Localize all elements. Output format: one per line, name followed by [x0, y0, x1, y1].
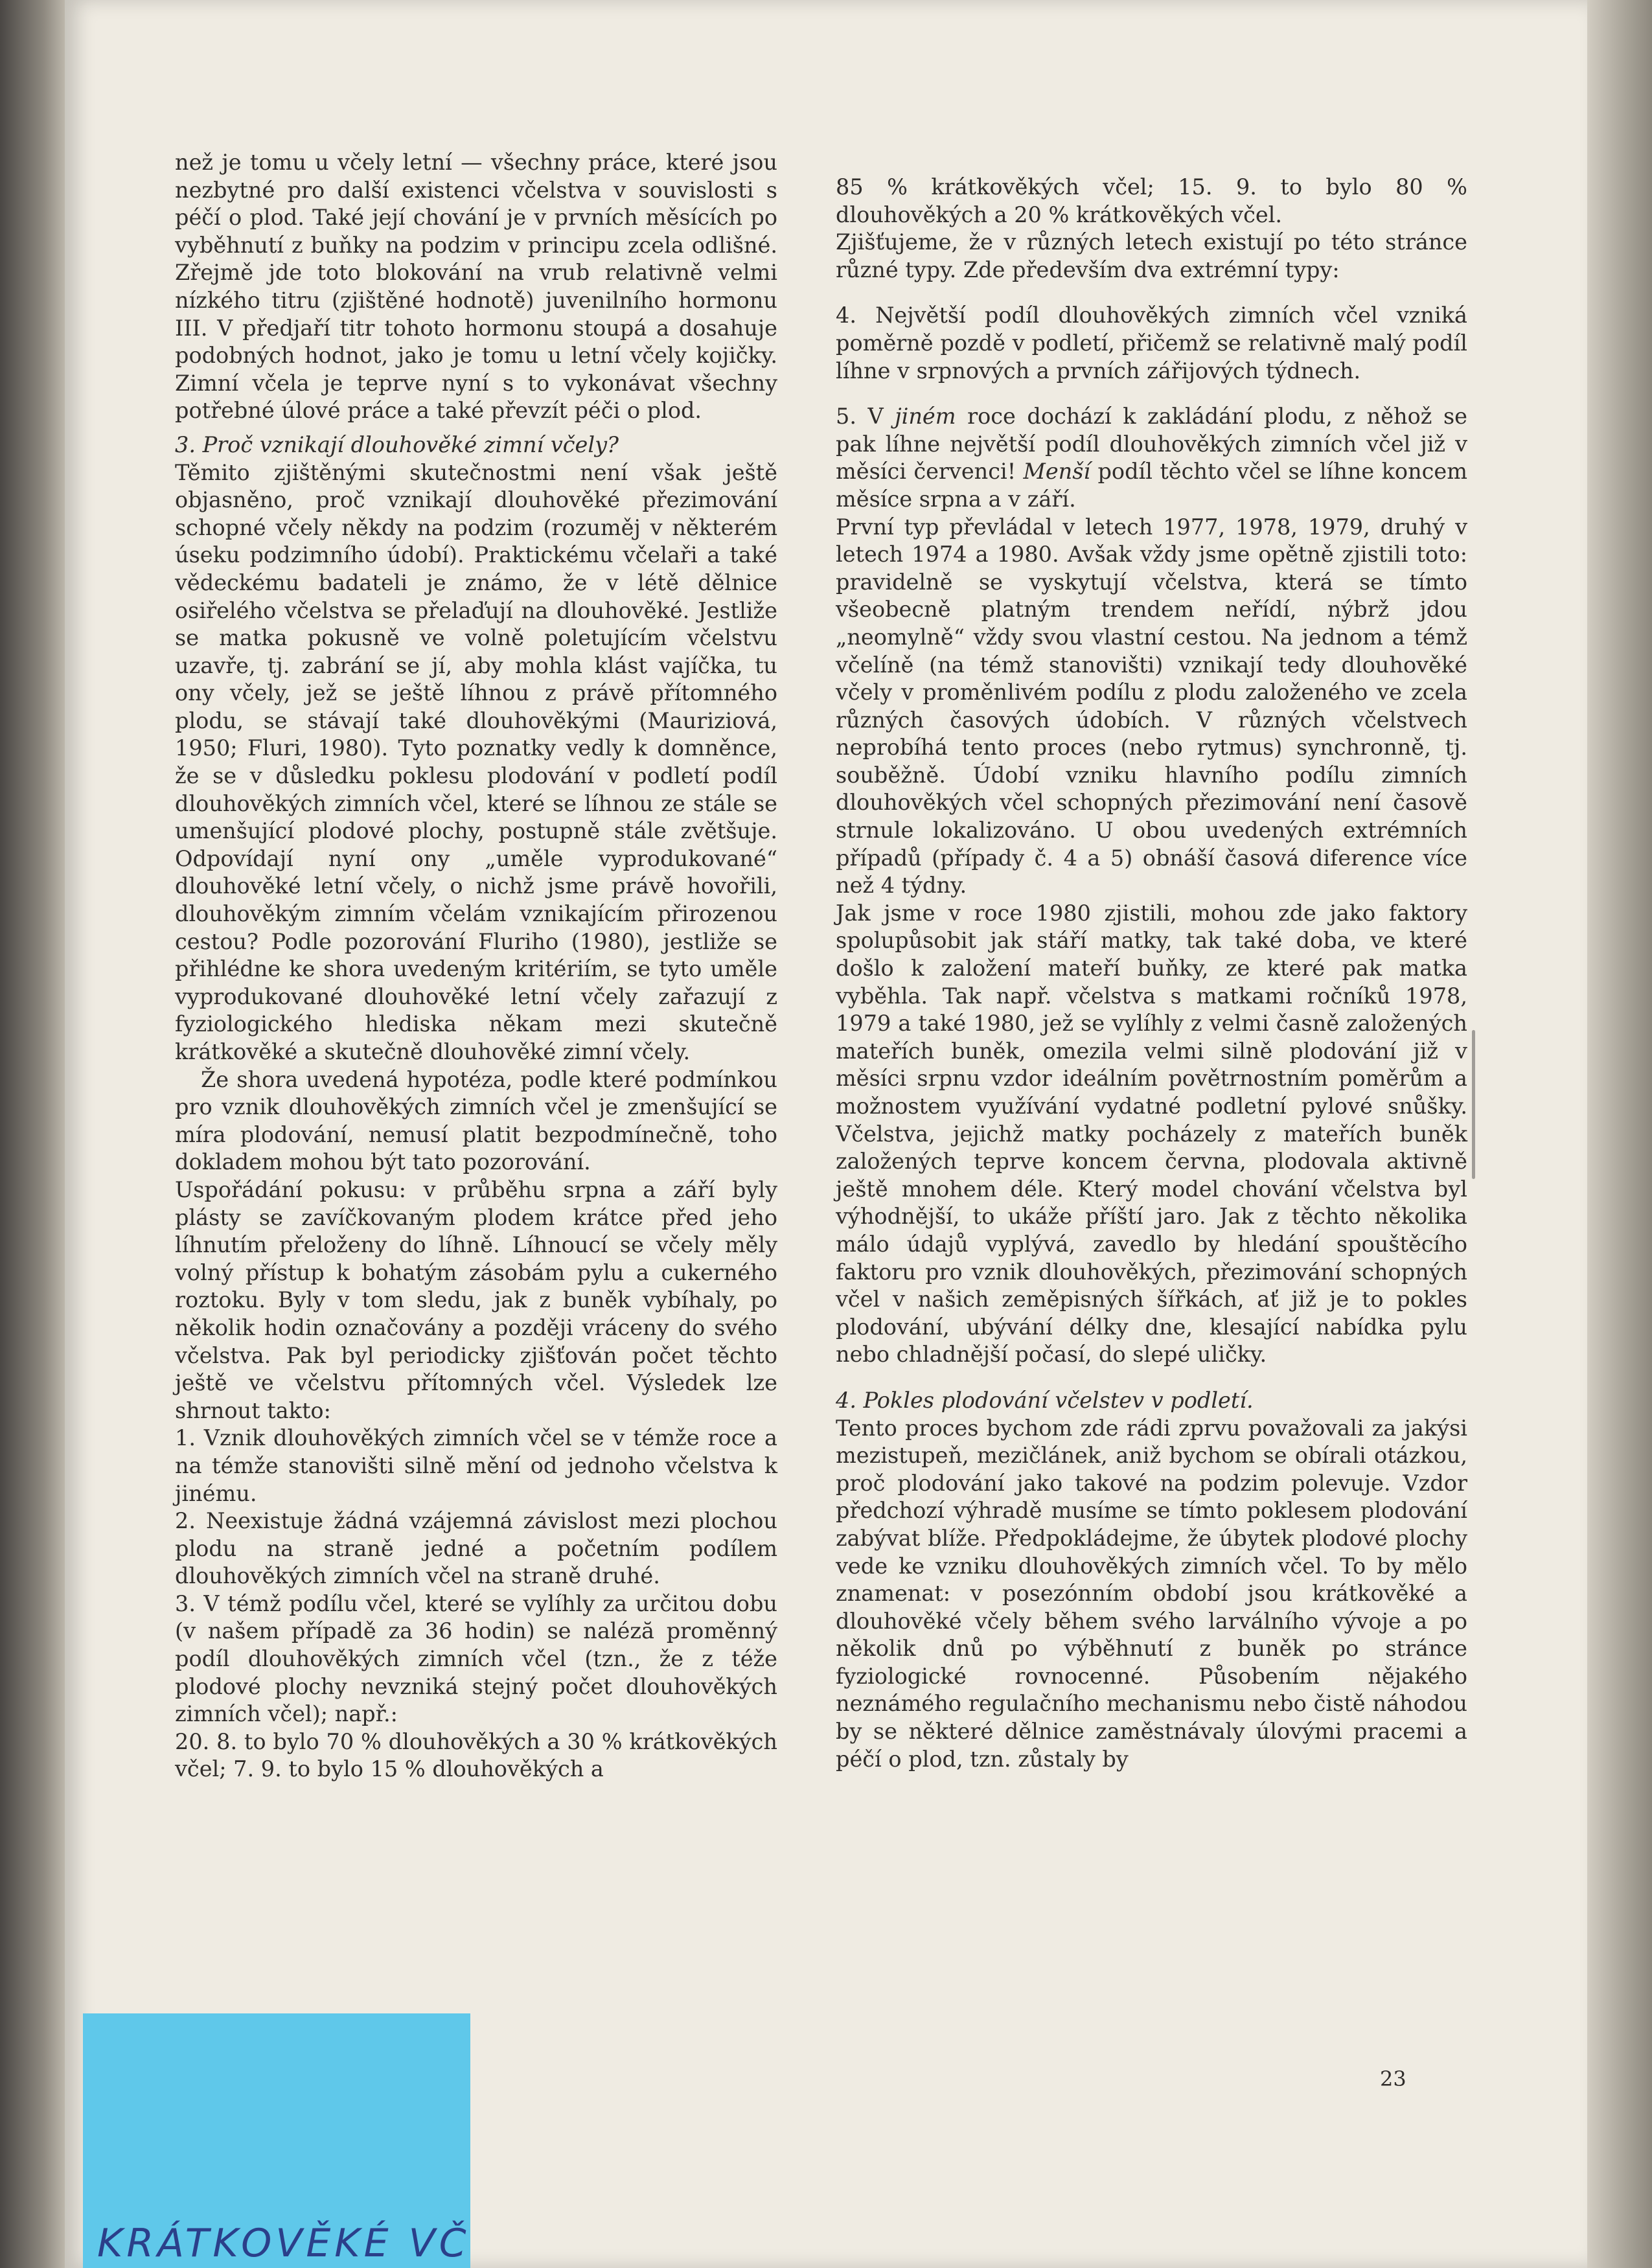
paragraph: než je tomu u včely letní — všechny práce, které jsou nezbytné pro další existenci včelstva v souvislosti s péčí o plod. Také její chování je v prvních měsících po vyběhnutí z buňky na podzim v principu zcela odlišné. Zřejmě jde toto blokování na vrub relativně velmi nízkého titru (zjištěné hodnotě) juvenilního hormonu III. V předjaří titr tohoto hormonu stoupá a dosahuje podobných hodnot, jako je tomu u letní včely kojičky. Zimní včela je teprve nyní s to vykonávat všechny potřebné úlové práce a také převzít péči o plod. [175, 150, 777, 424]
page-number: 23 [1380, 2067, 1406, 2091]
paragraph: Jak jsme v roce 1980 zjistili, mohou zde jako faktory spolupůsobit jak stáří matky, tak také doba, ve které došlo k založení mateří buňky, ze které pak matka vyběhla. Tak např. včelstva s matkami ročníků 1978, 1979 a také 1980, jež se vylíhly z velmi časně založených mateřích buněk, omezila velmi silně plodování již v měsíci srpnu vzdor ideálním povětrnostním poměrům a možnostem využívání vydatné podletní pylové snůšky. Včelstva, jejichž matky pocházely z mateřích buněk založených teprve koncem června, plodovala aktivně ještě mnohem déle. Který model chování včelstva byl výhodnější, to ukáže příští jaro. Jak z těchto několika málo údajů vyplývá, zavedlo by hledání spouštěcího faktoru pro vznik dlouhověkých, přezimování schopných včel v našich zeměpisných šířkách, ať již je to pokles plodování, ubývání délky dne, klesající nabídka pylu nebo chladnější počasí, do slepé uličky. [836, 900, 1467, 1368]
paragraph: Těmito zjištěnými skutečnostmi není však ještě objasněno, proč vznikají dlouhověké přezimování schopné včely někdy na podzim (rozuměj v některém úseku podzimního údobí). Praktickému včelaři a také vědeckému badateli je známo, že v létě dělnice osiřelého včelstva se přelaďují na dlouhověké. Jestliže se matka pokusně ve volně poletujícím včelstvu uzavře, tj. zabrání se jí, aby mohla klást vajíčka, tu ony včely, jež se ještě líhnou z právě přítomného plodu, se stávají také dlouhověkými (Mauriziová, 1950; Fluri, 1980). Tyto poznatky vedly k domněnce, že se v důsledku poklesu plodování v podletí podíl dlouhověkých zimních včel, které se líhnou ze stále se umenšující plodové plochy, postupně stále zvětšuje. Odpovídají nyní ony „uměle vyprodukované“ dlouhověké letní včely, o nichž jsme právě hovořili, dlouhověkým zimním včelám vznikajícím přirozenou cestou? Podle pozorování Fluriho (1980), jestliže se přihlédne ke shora uvedeným kritériím, se tyto uměle vyprodukované dlouhověké letní včely zařazují z fyziologického hlediska někam mezi skutečně krátkověké a skutečně dlouhověké zimní včely. [175, 459, 777, 1064]
handwritten-note: KRÁTKOVĚKÉ VČ [97, 2221, 470, 2266]
paragraph: Zjišťujeme, že v různých letech existují po této stránce různé typy. Zde především dva extrémní typy: [836, 229, 1467, 282]
list-item: 5. V jiném roce dochází k zakládání plodu, z něhož se pak líhne největší podíl dlouhověkých zimních včel již v měsíci červenci! Menší podíl těchto včel se líhne koncem měsíce srpna a v září. [836, 404, 1467, 512]
page-edge [1587, 0, 1652, 2268]
list-item: 2. Neexistuje žádná vzájemná závislost mezi plochou plodu na straně jedné a početním podílem dlouhověkých zimních včel na straně druhé. [175, 1508, 777, 1589]
margin-pencil-mark [1472, 1030, 1475, 1179]
list-item: 3. V témž podílu včel, které se vylíhly za určitou dobu (v našem případě za 36 hodin) se naléză proměnný podíl dlouhověkých zimních včel (tzn., že z téže plodové plochy nevzniká stejný počet dlouhověkých zimních včel); např.: [175, 1590, 777, 1727]
paragraph: První typ převládal v letech 1977, 1978, 1979, druhý v letech 1974 a 1980. Avšak vždy jsme opětně zjistili toto: pravidelně se vyskytují včelstva, která se tímto všeobecně platným trendem neřídí, nýbrž jdou „neomylně“ vždy svou vlastní cestou. Na jednom a témž včelíně (na témž stanovišti) vznikají tedy dlouhověké včely v proměnlivém podílu z plodu založeného ve zcela různých časových údobích. V různých včelstvech neprobíhá tento proces (nebo rytmus) synchronně, tj. souběžně. Údobí vzniku hlavního podílu zimních dlouhověkých včel schopných přezimování není časově strnule lokalizováno. U obou uvedených extrémních případů (případy č. 4 a 5) obnáší časová diference více než 4 týdny. [836, 514, 1467, 899]
list-item: 1. Vznik dlouhověkých zimních včel se v témže roce a na témže stanovišti silně mění od jednoho včelstva k jinému. [175, 1425, 777, 1506]
paragraph: Tento proces bychom zde rádi zprvu považovali za jakýsi mezistupeň, mezičlánek, aniž bychom se obírali otázkou, proč plodování jako takové na podzim polevuje. Vzdor předchozí výhradě musíme se tímto poklesem plodování zabývat blíže. Předpokládejme, že úbytek plodové plochy vede ke vzniku dlouhověkých zimních včel. To by mělo znamenat: v posezónním období jsou krátkověké a dlouhověké včely během svého larválního vývoje a po několik dnů po výběhnutí z buněk po stránce fyziologické rovnocenné. Působením nějakého neznámého regulačního mechanismu nebo čistě náhodou by se některé dělnice zaměstnávaly úlovými pracemi a péčí o plod, tzn. zůstaly by [836, 1415, 1467, 1772]
paragraph: 85 % krátkověkých včel; 15. 9. to bylo 80 % dlouhověkých a 20 % krátkověkých včel. [836, 174, 1467, 227]
section-heading-3: 3. Proč vznikají dlouhověké zimní včely? [175, 431, 619, 457]
left-column [175, 149, 777, 1783]
section-heading-4: 4. Pokles plodování včelstev v podletí. [836, 1387, 1254, 1413]
list-item: 4. Největší podíl dlouhověkých zimních včel vzniká poměrně pozdě v podletí, přičemž se relativně malý podíl líhne v srpnových a prvních zářijových týdnech. [836, 303, 1467, 384]
emphasis: jiném [895, 404, 956, 430]
paragraph: Že shora uvedená hypotéza, podle které podmínkou pro vznik dlouhověkých zimních včel je zmenšující se míra plodování, nemusí platit bezpodmínečně, toho dokladem mohou být tato pozorování. [175, 1066, 777, 1175]
emphasis: Menší [1023, 459, 1091, 485]
right-column [836, 174, 1467, 1773]
list-item: 20. 8. to bylo 70 % dlouhověkých a 30 % krátkověkých včel; 7. 9. to bylo 15 % dlouhověkých a [175, 1728, 777, 1782]
paragraph: Uspořádání pokusu: v průběhu srpna a září byly plásty se zavíčkovaným plodem krátce před jeho líhnutím přeloženy do líhně. Líhnoucí se včely měly volný přístup k bohatým zásobám pylu a cukerného roztoku. Byly v tom sledu, jak z buněk vybíhaly, po několik hodin označovány a později vráceny do svého včelstva. Pak byl periodicky zjišťován počet těchto ještě ve včelstvu přítomných včel. Výsledek lze shrnout takto: [175, 1176, 777, 1423]
